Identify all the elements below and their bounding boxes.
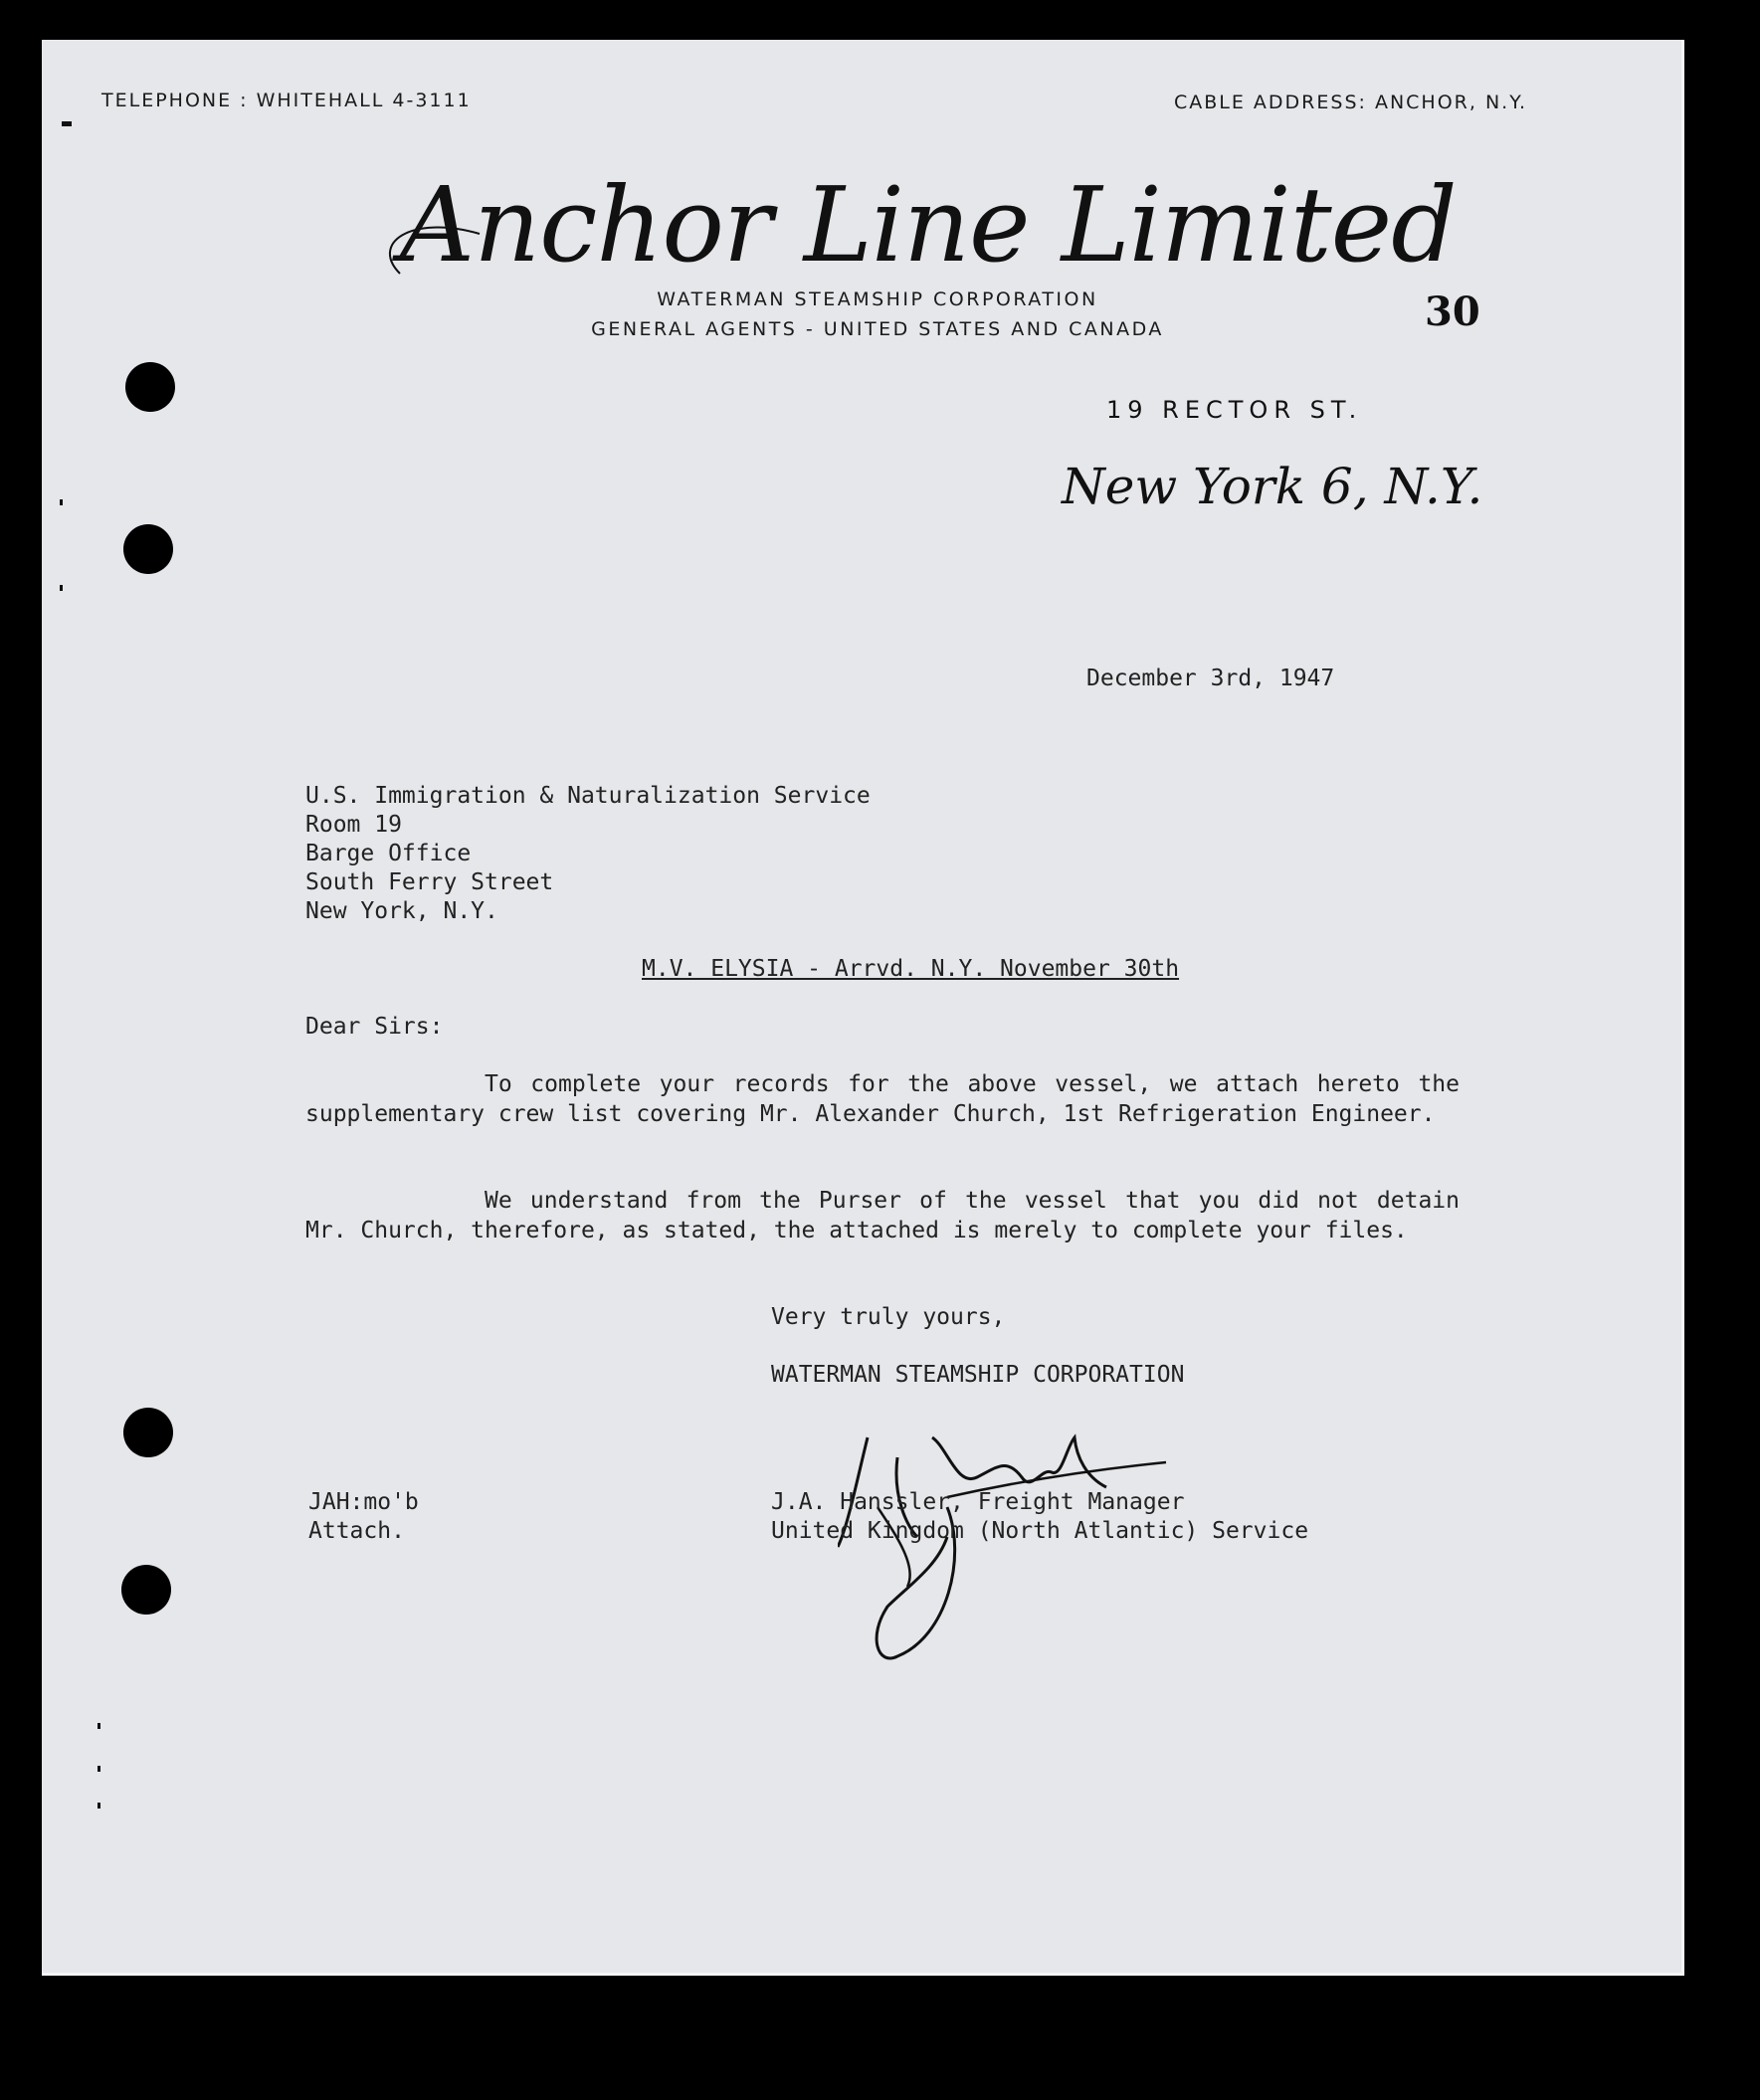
- company-script-name: Anchor Line Limited: [400, 164, 1457, 286]
- file-number: 30: [1425, 288, 1480, 335]
- letter-page: [42, 40, 1684, 1976]
- punch-hole: [123, 524, 173, 574]
- body-paragraph: To complete your records for the above vessel, we attach hereto the supplementary crew list covering Mr. Alexander Church, 1st Refrigeration Engineer.: [305, 1071, 1460, 1127]
- address-line: New York, N.Y.: [305, 898, 498, 924]
- signer-service: United Kingdom (North Atlantic) Service: [771, 1518, 1309, 1544]
- letter-date: December 3rd, 1947: [1086, 666, 1335, 691]
- margin-speck: [98, 1803, 100, 1809]
- enclosure-note: Attach.: [308, 1518, 405, 1544]
- reference-initials: JAH:mo'b: [308, 1489, 419, 1515]
- body-paragraph: We understand from the Purser of the vessel that you did not detain Mr. Church, therefore, as stated, the attached is merely to complete your files.: [305, 1188, 1460, 1243]
- salutation: Dear Sirs:: [305, 1014, 444, 1040]
- cable-address: CABLE ADDRESS: ANCHOR, N.Y.: [1174, 92, 1528, 113]
- address-line: U.S. Immigration & Naturalization Service: [305, 783, 871, 809]
- address-line: South Ferry Street: [305, 869, 554, 895]
- margin-speck: [98, 1766, 100, 1772]
- address-line: Barge Office: [305, 841, 472, 866]
- signatory-company: WATERMAN STEAMSHIP CORPORATION: [771, 1362, 1185, 1388]
- punch-hole: [123, 1408, 173, 1457]
- handwritten-signature: [838, 1418, 1256, 1676]
- script-flourish: [370, 204, 489, 284]
- punch-hole: [121, 1565, 171, 1615]
- telephone-line: TELEPHONE : WHITEHALL 4-3111: [101, 90, 472, 111]
- city-script: New York 6, N.Y.: [1062, 458, 1483, 515]
- subject-line: M.V. ELYSIA - Arrvd. N.Y. November 30th: [642, 956, 1180, 982]
- agent-name: WATERMAN STEAMSHIP CORPORATION: [657, 288, 1098, 310]
- address-line: Room 19: [305, 812, 402, 838]
- margin-speck: [62, 121, 72, 126]
- margin-speck: [60, 585, 63, 591]
- signer-name: J.A. Hanssler, Freight Manager: [771, 1489, 1185, 1515]
- street-address: 19 RECTOR ST.: [1106, 396, 1363, 424]
- punch-hole: [125, 362, 175, 412]
- agent-role: GENERAL AGENTS - UNITED STATES AND CANADA: [591, 318, 1164, 340]
- closing: Very truly yours,: [771, 1304, 1006, 1330]
- margin-speck: [98, 1723, 100, 1729]
- margin-speck: [60, 499, 63, 505]
